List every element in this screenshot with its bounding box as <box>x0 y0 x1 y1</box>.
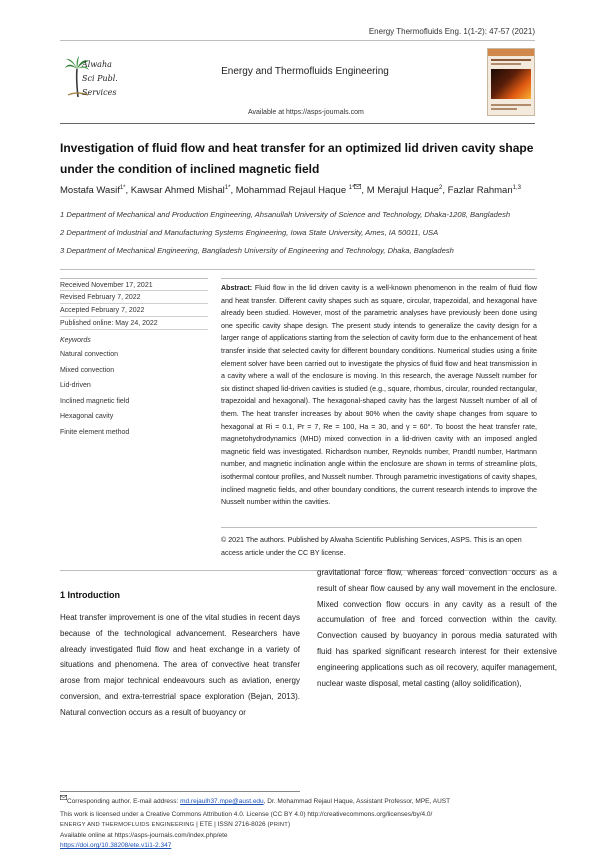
abstract-body <box>221 282 537 509</box>
corresponding-footnote <box>60 795 540 805</box>
email-icon <box>60 795 67 800</box>
paper-title: Investigation of fluid flow and heat transfer for an optimized lid driven cavity shape under the condition of inclined magnetic field <box>60 141 534 176</box>
abstract-text: Fluid flow in the lid driven cavity is a well-known phenomenon in the realm of fluid flow and heat transfer. Different cavity shapes such as square, circular, trapezoidal, and hexagonal have already been studied. However, most of the parametric analyses have previously been done using one specific cavity shape design. The present study intends to generalize the cavity design for a larger range of applications starting from the selection of cavity form due to the enhancement of heat transfer inside that selected cavity for different boundary conditions. Numerical studies using a finite element solver have been carried out to investigate the physics of fluid flow and heat transmission in a cavity where a wall of the enclosure is moving. In this research, the average Nusselt number for six distinct shaped lid-driven cavities is studied (e.g., square, rhombus, circular, rounded rectangular, trapezoidal and hexagonal). The hexagonal-shaped cavity has the largest Nusselt number of all of them. The heat transfer increases by about 90% when the cavity shape changes from square to hexagonal at Ri = 0.1, Pr = 7, Re = 100, Ha = 30, and γ = 60°. To boost the heat transfer rate, magnetohydrodynamics (MHD) mixed convection in a lid-driven cavity with an imposed angled magnetic field was investigated. Richardson number, Reynolds number, Prandtl number, Hartmann number, and magnetic inclination angle within the enclosure are shown in terms of streamline plots, isothermal contour profiles, and Nusselt number. Through parametric investigations of cavity shapes, inclined magnetic fields, and other boundary conditions, the current research intends to improve the Nusselt number within the cavities. <box>221 284 537 507</box>
footnote-rule <box>60 791 300 792</box>
author-name: Mostafa Wasif <box>60 185 120 197</box>
cc-license-line: This work is licensed under a Creative Commons Attribution 4.0. License (CC BY 4.0) http://creativecommons.org/licenses/by/4.0/ <box>60 811 433 818</box>
history-received: Received November 17, 2021 <box>60 278 208 291</box>
keywords-heading: Keywords <box>60 337 91 344</box>
history-published: Published online: May 24, 2022 <box>60 317 208 330</box>
author-name: Mohammad Rejaul Haque <box>235 185 347 197</box>
email-icon <box>354 184 361 189</box>
abstract-label: Abstract: <box>221 284 253 292</box>
page-footer <box>60 810 550 852</box>
author-sup: 1* <box>348 185 355 191</box>
abstract-top-rule <box>221 278 537 279</box>
author-name: Fazlar Rahman <box>447 185 513 197</box>
author-sup: 1* <box>119 185 126 191</box>
doi-link[interactable]: https://doi.org/10.38208/ete.v1i1-2.347 <box>60 842 172 850</box>
keyword: Lid-driven <box>60 382 91 389</box>
corresponding-email-link[interactable]: md.rejaulh37.mpe@aust.edu <box>180 798 264 806</box>
issn-close: ) <box>288 821 291 829</box>
cover-flame-image <box>491 69 531 99</box>
journal-title: Energy and Thermofluids Engineering <box>221 66 389 77</box>
author-name: Kawsar Ahmed Mishal <box>130 185 225 197</box>
issn-text: | ETE | ISSN 2716-8026 ( <box>194 821 270 829</box>
keyword: Mixed convection <box>60 366 115 374</box>
abstract-bottom-rule <box>221 527 537 528</box>
history-revised: Revised February 7, 2022 <box>60 291 208 304</box>
cover-footer-bar <box>491 108 517 110</box>
header-divider <box>60 40 535 41</box>
footnote-suffix: , Dr. Mohammad Rejaul Haque, Assistant Professor, MPE, AUST <box>263 798 451 806</box>
author-sup: 2 <box>439 185 443 191</box>
author-list: Mostafa Wasif$^{1*}$, Kawsar Ahmed Mishal$^{1*}$, Mohammad Rejaul Haque $^{1*}$ , M Merajul Haque$^2$, Fazlar Rahman$^{1,3}$ <box>60 185 521 197</box>
journal-name-smallcaps: ENERGY AND THERMOFLUIDS ENGINEERING <box>60 822 195 829</box>
cover-subtitle-bar <box>491 63 521 65</box>
logo-line: Alwaha <box>82 60 112 69</box>
journal-cover-thumbnail <box>487 48 535 116</box>
header-rule <box>60 123 535 124</box>
journal-issn-line <box>60 820 550 830</box>
keyword: Finite element method <box>60 428 130 436</box>
author-sup: 1,3 <box>512 185 521 191</box>
article-info <box>60 278 208 440</box>
publisher-logo <box>62 55 132 103</box>
cover-footer-bar <box>491 104 531 106</box>
affiliation: 1 Department of Mechanical and Production Engineering, Ahsanullah University of Science and Technology, Dhaka-1208, Bangladesh <box>60 210 511 219</box>
affiliation-divider <box>60 269 535 270</box>
keyword: Inclined magnetic field <box>60 397 130 405</box>
cover-band <box>488 49 534 56</box>
abstract <box>221 278 537 509</box>
keyword: Natural convection <box>60 351 118 358</box>
intro-paragraph-left: Heat transfer improvement is one of the vital studies in recent days because of the technological advancement. Researchers have already investigated fluid flow and heat exchange in a variety of situations and phenomena. The area of convective heat transfer arose from major technical endeavours such as aviation, energy conversion, and extra-terrestrial space exploration (Bejan, 2013). Natural convection occurs as a result of buoyancy or <box>60 613 300 717</box>
online-availability: Available online at https://asps-journals.com/index.php/ete <box>60 831 228 839</box>
author-sup: 1* <box>224 185 231 191</box>
running-head: Energy Thermofluids Eng. 1(1-2): 47-57 (2021) <box>368 27 535 36</box>
author-name: M Merajul Haque <box>366 185 440 197</box>
affiliation: 3 Department of Mechanical Engineering, Bangladesh University of Engineering and Technology, Dhaka, Bangladesh <box>60 246 454 255</box>
logo-line: Services <box>82 88 117 97</box>
cover-title-bar <box>491 59 531 61</box>
affiliation: 2 Department of Industrial and Manufacturing Systems Engineering, Iowa State University, Ames, IA 50011, USA <box>60 228 439 237</box>
section-heading: 1 Introduction <box>60 590 120 600</box>
license-note: © 2021 The authors. Published by Alwaha Scientific Publishing Services, ASPS. This is an open access article under the CC BY license. <box>221 536 522 557</box>
history-accepted: Accepted February 7, 2022 <box>60 304 208 317</box>
print-label: PRINT <box>269 822 289 829</box>
footnote-prefix: Corresponding author. E-mail address: <box>67 798 181 806</box>
logo-line: Sci Publ. <box>82 74 118 83</box>
journal-availability: Available at https://asps-journals.com <box>248 109 364 116</box>
keyword: Hexagonal cavity <box>60 413 114 420</box>
intro-paragraph-right: gravitational force flow, whereas forced convection occurs as a result of shear flow caused by any wall movement in the enclosure. Mixed convection flow occurs in any cavity as a result of the accumulation of free and forced convection within the cavity. Convection caused by buoyancy in porous media saturated with fluid has sparked significant research interest for their extensive engineering applications such as oil recovery, aquifer management, nuclear waste disposal, metal casting (alloy solidification), <box>317 568 557 688</box>
